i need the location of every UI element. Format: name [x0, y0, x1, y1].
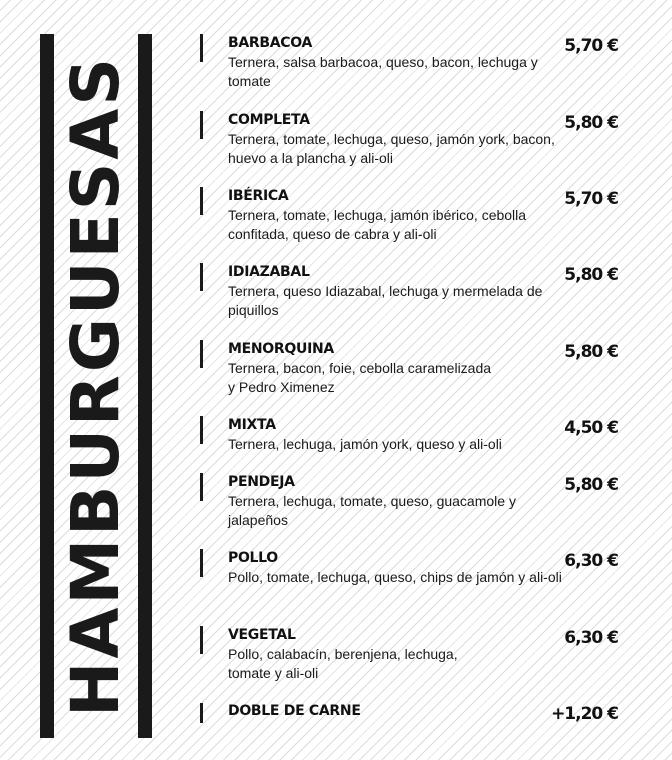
- item-price: 6,30 €: [564, 628, 618, 648]
- item-marker: [200, 263, 203, 291]
- title-right-rule: [138, 34, 152, 738]
- item-description: Pollo, tomate, lechuga, queso, chips de jamón y ali-oli: [228, 569, 562, 585]
- section-title-container: [57, 34, 134, 738]
- item-name: COMPLETA: [228, 112, 310, 128]
- item-price: 5,80 €: [564, 342, 618, 362]
- item-price: 4,50 €: [564, 418, 618, 438]
- item-name: BARBACOA: [228, 35, 313, 51]
- item-name: DOBLE DE CARNE: [228, 703, 361, 719]
- item-description: Ternera, lechuga, jamón york, queso y ali-oli: [228, 436, 502, 452]
- item-price: 5,70 €: [564, 36, 618, 56]
- item-price: +1,20 €: [551, 704, 618, 724]
- item-description: Ternera, tomate, lechuga, queso, jamón york, bacon, huevo a la plancha y ali-oli: [228, 131, 555, 166]
- item-price: 5,70 €: [564, 189, 618, 209]
- item-marker: [200, 416, 203, 444]
- title-left-rule: [40, 34, 54, 738]
- item-price: 6,30 €: [564, 551, 618, 571]
- item-name: IBÉRICA: [228, 188, 289, 204]
- item-marker: [200, 626, 203, 654]
- item-marker: [200, 187, 203, 215]
- item-price: 5,80 €: [564, 113, 618, 133]
- item-marker: [200, 340, 203, 368]
- item-description: Ternera, lechuga, tomate, queso, guacamole y jalapeños: [228, 493, 516, 528]
- item-marker: [200, 549, 203, 577]
- item-marker: [200, 473, 203, 501]
- item-description: Ternera, bacon, foie, cebolla caramelizada y Pedro Ximenez: [228, 360, 492, 395]
- item-name: PENDEJA: [228, 474, 295, 490]
- item-description: Ternera, queso Idiazabal, lechuga y mermelada de piquillos: [228, 283, 543, 318]
- item-name: POLLO: [228, 550, 278, 566]
- section-title: HAMBURGUESAS: [57, 55, 134, 717]
- item-description: Ternera, salsa barbacoa, queso, bacon, lechuga y tomate: [228, 54, 538, 89]
- item-description: Pollo, calabacín, berenjena, lechuga, tomate y ali-oli: [228, 646, 458, 681]
- item-description: Ternera, tomate, lechuga, jamón ibérico, cebolla confitada, queso de cabra y ali-oli: [228, 207, 527, 242]
- item-name: VEGETAL: [228, 627, 296, 643]
- item-marker: [200, 34, 203, 62]
- item-price: 5,80 €: [564, 475, 618, 495]
- item-name: IDIAZABAL: [228, 264, 310, 280]
- item-marker: [200, 703, 203, 723]
- item-name: MENORQUINA: [228, 341, 334, 357]
- item-marker: [200, 111, 203, 139]
- item-price: 5,80 €: [564, 265, 618, 285]
- item-name: MIXTA: [228, 417, 276, 433]
